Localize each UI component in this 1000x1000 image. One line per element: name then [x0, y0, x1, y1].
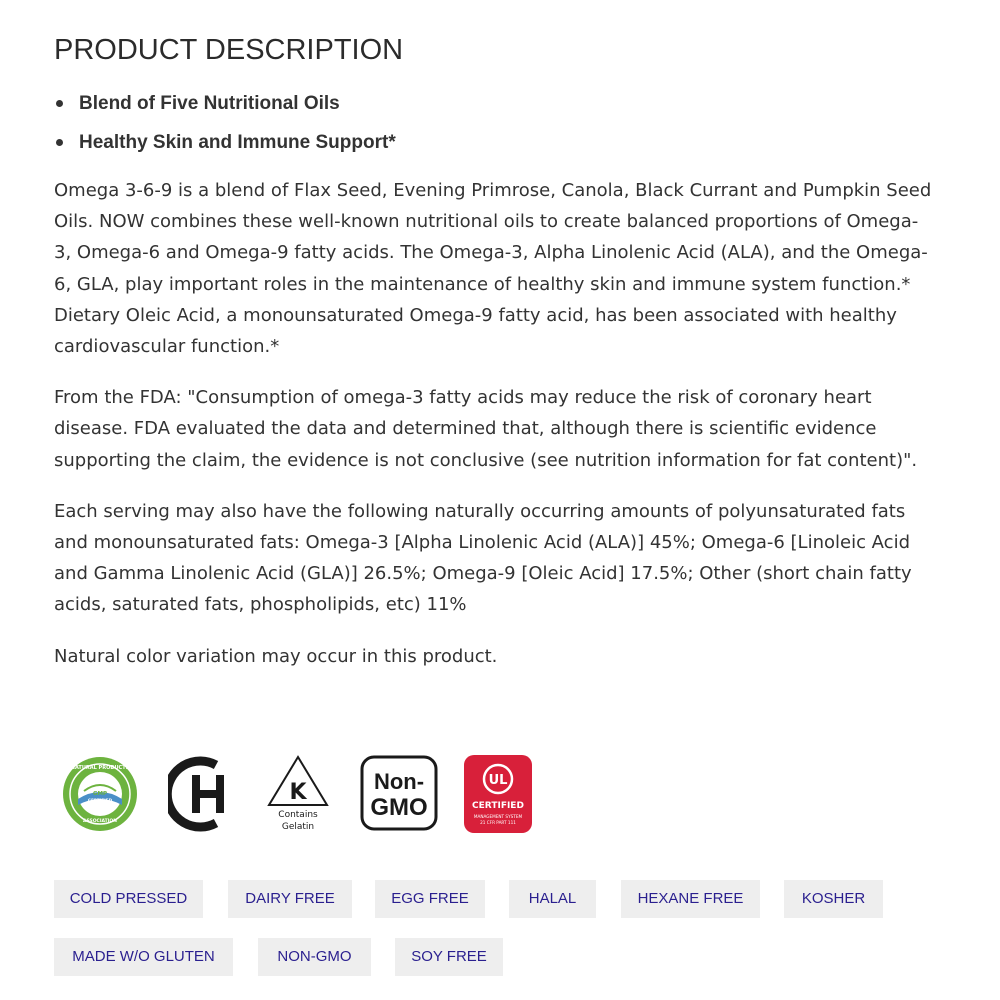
kosher-letter: K [289, 780, 307, 805]
tag-egg-free[interactable]: EGG FREE [375, 880, 485, 918]
gmp-bottom-text: ASSOCIATION [82, 819, 118, 824]
nongmo-line1: Non- [373, 769, 425, 794]
tag-hexane-free[interactable]: HEXANE FREE [621, 880, 760, 918]
tag-made-without-gluten[interactable]: MADE W/O GLUTEN [54, 938, 233, 976]
gmp-certified-text: CERTIFIED [87, 798, 113, 803]
tag-non-gmo[interactable]: NON-GMO [258, 938, 371, 976]
halal-ch-logo-icon [168, 755, 234, 833]
kosher-triangle-logo-icon [267, 755, 329, 835]
fda-paragraph: From the FDA: "Consumption of omega-3 fatty acids may reduce the risk of coronary heart disease. FDA evaluated the data and determined that, although there is scientific evidence supporting the claim, the evidence is not conclusive (see nutrition information for fat content)". [54, 387, 918, 471]
fatty-acid-paragraph: Each serving may also have the following naturally occurring amounts of polyunsaturated fats and monounsaturated fats: Omega-3 [Alpha Linolenic Acid (ALA)] 45%; Omega-6 [Linoleic Acid and Gamma Linolenic Acid (GLA)] 26.5%; Omega-9 [Oleic Acid] 17.5%; Other (short chain fatty acids, saturated fats, phospholipids, etc) 11% [54, 500, 912, 616]
feature-item: Healthy Skin and Immune Support* [54, 123, 934, 162]
ul-mark: UL [488, 773, 508, 788]
tag-halal[interactable]: HALAL [509, 880, 596, 918]
gmp-certified-seal-icon [62, 755, 142, 833]
product-description-section [54, 30, 934, 672]
feature-item: Blend of Five Nutritional Oils [54, 84, 934, 123]
color-note-paragraph: Natural color variation may occur in this product. [54, 645, 498, 667]
ul-certified-logo-icon [464, 755, 532, 833]
kosher-line2: Gelatin [281, 822, 315, 832]
kosher-line1: Contains [278, 810, 318, 820]
nongmo-line2: GMO [370, 794, 428, 821]
tag-soy-free[interactable]: SOY FREE [395, 938, 503, 976]
ul-sub1: MANAGEMENT SYSTEM [473, 814, 523, 819]
tag-dairy-free[interactable]: DAIRY FREE [228, 880, 352, 918]
tag-kosher[interactable]: KOSHER [784, 880, 883, 918]
gmp-mid-text: GMP [92, 791, 108, 797]
non-gmo-logo-icon [360, 755, 438, 833]
description-paragraph: Omega 3-6-9 is a blend of Flax Seed, Evening Primrose, Canola, Black Currant and Pumpkin Seed Oils. NOW combines these well-known nutritional oils to create balanced proportions of Omega-3, Omega-6 and Omega-9 fatty acids. The Omega-3, Alpha Linolenic Acid (ALA), and the Omega-6, GLA, play important roles in the maintenance of healthy skin and immune system function.* Dietary Oleic Acid, a monounsaturated Omega-9 fatty acid, has been associated with healthy cardiovascular function.* [54, 180, 932, 358]
feature-list [54, 84, 934, 162]
ul-sub2: 21 CFR PART 111 [480, 820, 516, 825]
section-heading: PRODUCT DESCRIPTION [54, 34, 404, 66]
tag-cold-pressed[interactable]: COLD PRESSED [54, 880, 203, 918]
gmp-top-text: NATURAL PRODUCTS [70, 765, 130, 771]
ul-title: CERTIFIED [472, 801, 524, 811]
